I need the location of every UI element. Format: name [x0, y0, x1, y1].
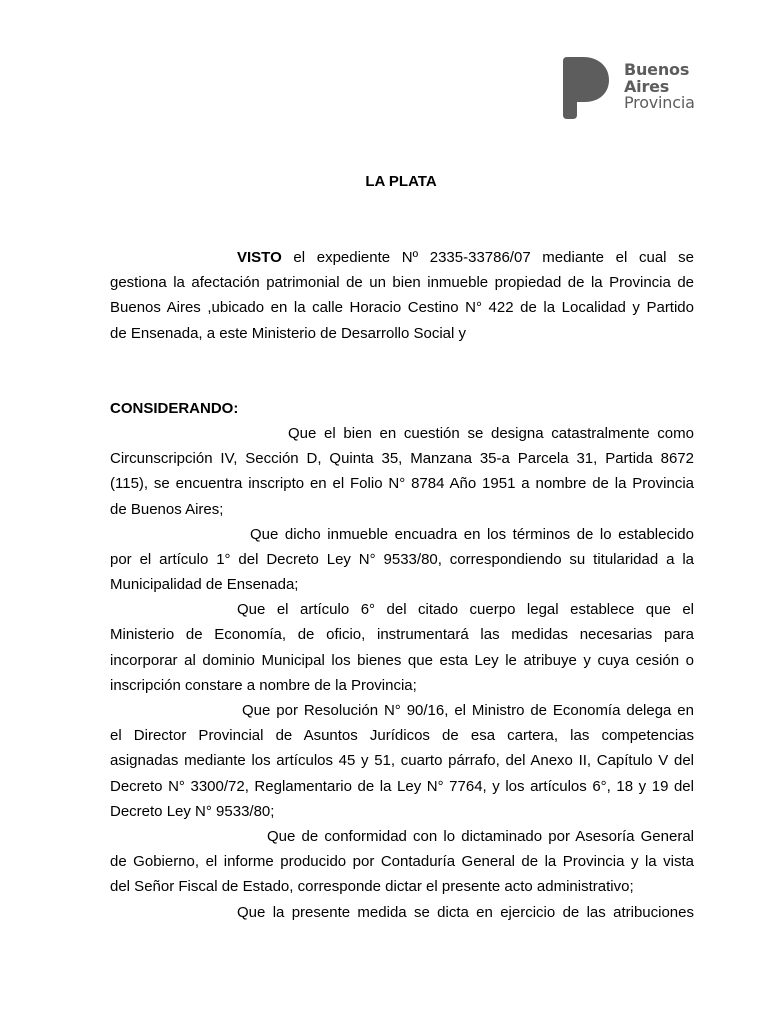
visto-line: Buenos Aires ,ubicado en la calle Horacio Cestino N° 422 de la Localidad y Partido	[110, 299, 694, 317]
paragraph-line: Que dicho inmueble encuadra en los términos de lo establecido	[250, 525, 694, 543]
considerando-paragraph-6	[110, 900, 694, 925]
buenos-aires-provincia-logo	[563, 57, 703, 121]
considerando-paragraph-3	[110, 597, 694, 698]
logo-line-3: Provincia	[624, 93, 695, 112]
paragraph-line: Que de conformidad con lo dictaminado por Asesoría General	[267, 827, 694, 845]
paragraph-line: inscripción constare a nombre de la Provincia;	[110, 676, 417, 694]
paragraph-line: Decreto Ley N° 9533/80;	[110, 802, 275, 820]
considerando-paragraph-5	[110, 824, 694, 900]
provincia-p-logo-icon	[563, 57, 609, 119]
logo-line-2: Aires	[624, 76, 670, 96]
paragraph-line: Que por Resolución N° 90/16, el Ministro de Economía delega en	[242, 702, 694, 720]
visto-keyword: VISTO	[237, 249, 282, 266]
paragraph-line: por el artículo 1° del Decreto Ley N° 9533/80, correspondiendo su titularidad a la	[110, 550, 694, 568]
paragraph-line: el Director Provincial de Asuntos Jurídicos de esa cartera, las competencias	[110, 727, 694, 745]
paragraph-line: asignadas mediante los artículos 45 y 51, cuarto párrafo, del Anexo II, Capítulo V del	[110, 752, 694, 770]
paragraph-line: de Gobierno, el informe producido por Contaduría General de la Provincia y la vista	[110, 853, 694, 871]
paragraph-line: Circunscripción IV, Sección D, Quinta 35, Manzana 35-a Parcela 31, Partida 8672	[110, 450, 694, 468]
paragraph-line: de Buenos Aires;	[110, 500, 224, 518]
considerando-paragraph-4	[110, 698, 694, 824]
visto-line: gestiona la afectación patrimonial de un bien inmueble propiedad de la Provincia de	[110, 274, 694, 292]
considerando-heading: CONSIDERANDO:	[110, 399, 239, 417]
paragraph-line: Ministerio de Economía, de oficio, instrumentará las medidas necesarias para	[110, 626, 694, 644]
paragraph-line: del Señor Fiscal de Estado, corresponde dictar el presente acto administrativo;	[110, 878, 634, 896]
paragraph-line: Que la presente medida se dicta en ejercicio de las atribuciones	[237, 903, 694, 921]
document-body	[110, 245, 694, 925]
paragraph-line: Municipalidad de Ensenada;	[110, 576, 299, 594]
logo-line-1: Buenos	[624, 60, 690, 79]
visto-line: VISTO el expediente Nº 2335-33786/07 mediante el cual se	[237, 249, 694, 266]
paragraph-line: Decreto N° 3300/72, Reglamentario de la Ley N° 7764, y los artículos 6°, 18 y 19 del	[110, 777, 694, 795]
logo-wordmark	[624, 62, 695, 112]
visto-line: de Ensenada, a este Ministerio de Desarrollo Social y	[110, 324, 467, 342]
considerando-paragraph-2	[110, 522, 694, 598]
visto-paragraph	[110, 245, 694, 346]
paragraph-line: Que el bien en cuestión se designa catastralmente como	[288, 424, 694, 442]
paragraph-line: incorporar al dominio Municipal los bienes que esta Ley le atribuye y cuya cesión o	[110, 651, 694, 669]
considerando-paragraph-1	[110, 421, 694, 522]
city-heading: LA PLATA	[365, 173, 437, 190]
paragraph-line: Que el artículo 6° del citado cuerpo legal establece que el	[237, 601, 694, 619]
paragraph-line: (115), se encuentra inscripto en el Folio N° 8784 Año 1951 a nombre de la Provincia	[110, 475, 694, 493]
